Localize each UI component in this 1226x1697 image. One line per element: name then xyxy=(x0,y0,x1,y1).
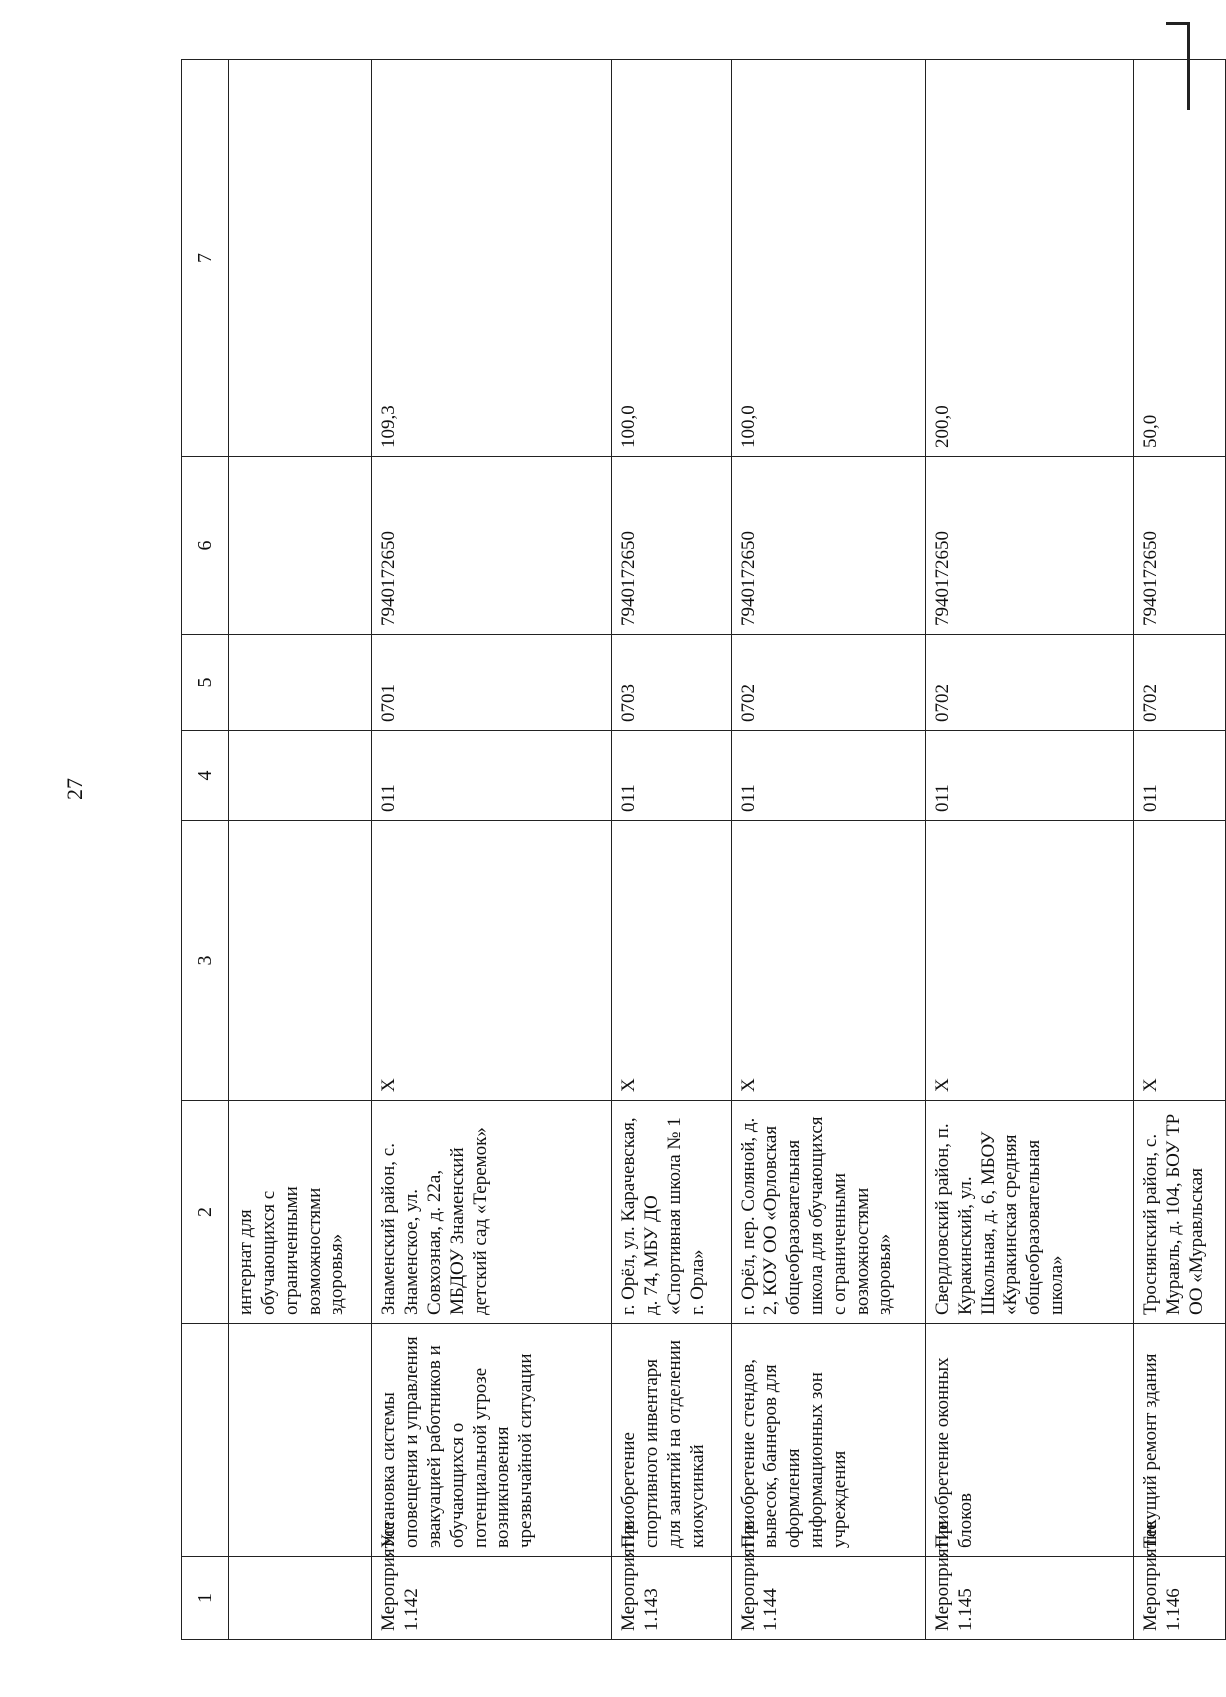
cell-col-3: X xyxy=(372,821,612,1101)
cell-col-3: X xyxy=(612,821,731,1101)
cell-number xyxy=(229,1557,372,1640)
cell-activity: Приобретение стендов, вывесок, баннеров для оформления информационных зон учреждения xyxy=(731,1324,925,1557)
header-cell: 4 xyxy=(182,731,229,821)
cell-address: Свердловский район, п. Куракинский, ул. Школьная, д. 6, МБОУ «Куракинская средняя общеобразовательная школа» xyxy=(925,1101,1133,1324)
cell-col-5: 0702 xyxy=(731,635,925,731)
cell-number: Мероприятие 1.146 xyxy=(1134,1557,1226,1640)
table-header-row xyxy=(182,60,229,1640)
cell-activity: Приобретение оконных блоков xyxy=(925,1324,1133,1557)
cell-col-7: 100,0 xyxy=(731,60,925,457)
table-row xyxy=(612,60,731,1640)
cell-col-7: 100,0 xyxy=(612,60,731,457)
header-cell: 7 xyxy=(182,60,229,457)
cell-activity: Текущий ремонт здания xyxy=(1134,1324,1226,1557)
cell-address: Троснянский район, с. Муравль, д. 104, БОУ ТР ОО «Муравльская xyxy=(1134,1101,1226,1324)
cell-address: г. Орёл, пер. Соляной, д. 2, КОУ ОО «Орловская общеобразовательная школа для обучающихся с ограниченными возможностями здоровья» xyxy=(731,1101,925,1324)
rotated-table-frame xyxy=(181,60,1226,1640)
page-number: 27 xyxy=(62,778,87,800)
cell-address: Знаменский район, с. Знаменское, ул. Совхозная, д. 22а, МБДОУ Знаменский детский сад «Теремок» xyxy=(372,1101,612,1324)
cell-number: Мероприятие 1.143 xyxy=(612,1557,731,1640)
cell-number: Мероприятие 1.142 xyxy=(372,1557,612,1640)
cell-col-6: 7940172650 xyxy=(1134,457,1226,635)
cell-col-6: 7940172650 xyxy=(731,457,925,635)
table-row xyxy=(229,60,372,1640)
cell-col-3: X xyxy=(1134,821,1226,1101)
page-edge-mark-top xyxy=(1166,22,1190,25)
cell-col-4: 011 xyxy=(925,731,1133,821)
cell-col-5: 0702 xyxy=(1134,635,1226,731)
table-row xyxy=(731,60,925,1640)
cell-col-3: X xyxy=(925,821,1133,1101)
cell-col-6 xyxy=(229,457,372,635)
header-cell xyxy=(182,1324,229,1557)
table-row xyxy=(1134,60,1226,1640)
cell-col-5: 0703 xyxy=(612,635,731,731)
cell-activity: Приобретение спортивного инвентаря для занятий на отделении киокусинкай xyxy=(612,1324,731,1557)
header-cell: 3 xyxy=(182,821,229,1101)
cell-col-3 xyxy=(229,821,372,1101)
cell-col-4 xyxy=(229,731,372,821)
cell-col-6: 7940172650 xyxy=(925,457,1133,635)
header-cell: 6 xyxy=(182,457,229,635)
cell-col-5 xyxy=(229,635,372,731)
header-cell: 1 xyxy=(182,1557,229,1640)
cell-col-4: 011 xyxy=(731,731,925,821)
cell-col-7: 109,3 xyxy=(372,60,612,457)
activities-table xyxy=(181,59,1226,1640)
cell-col-7: 50,0 xyxy=(1134,60,1226,457)
table-row xyxy=(372,60,612,1640)
cell-address: г. Орёл, ул. Карачевская, д. 74, МБУ ДО «Спортивная школа № 1 г. Орла» xyxy=(612,1101,731,1324)
cell-col-4: 011 xyxy=(372,731,612,821)
cell-number: Мероприятие 1.144 xyxy=(731,1557,925,1640)
cell-col-4: 011 xyxy=(1134,731,1226,821)
cell-col-7: 200,0 xyxy=(925,60,1133,457)
cell-col-4: 011 xyxy=(612,731,731,821)
cell-number: Мероприятие 1.145 xyxy=(925,1557,1133,1640)
cell-activity xyxy=(229,1324,372,1557)
cell-col-6: 7940172650 xyxy=(612,457,731,635)
header-cell: 2 xyxy=(182,1101,229,1324)
cell-col-6: 7940172650 xyxy=(372,457,612,635)
header-cell: 5 xyxy=(182,635,229,731)
table-row xyxy=(925,60,1133,1640)
cell-activity: Установка системы оповещения и управления эвакуацией работников и обучающихся о потенциальной угрозе возникновения чрезвычайной ситуации xyxy=(372,1324,612,1557)
cell-col-7 xyxy=(229,60,372,457)
cell-col-5: 0702 xyxy=(925,635,1133,731)
cell-col-3: X xyxy=(731,821,925,1101)
cell-address: интернат для обучающихся с ограниченными возможностями здоровья» xyxy=(229,1101,372,1324)
cell-col-5: 0701 xyxy=(372,635,612,731)
